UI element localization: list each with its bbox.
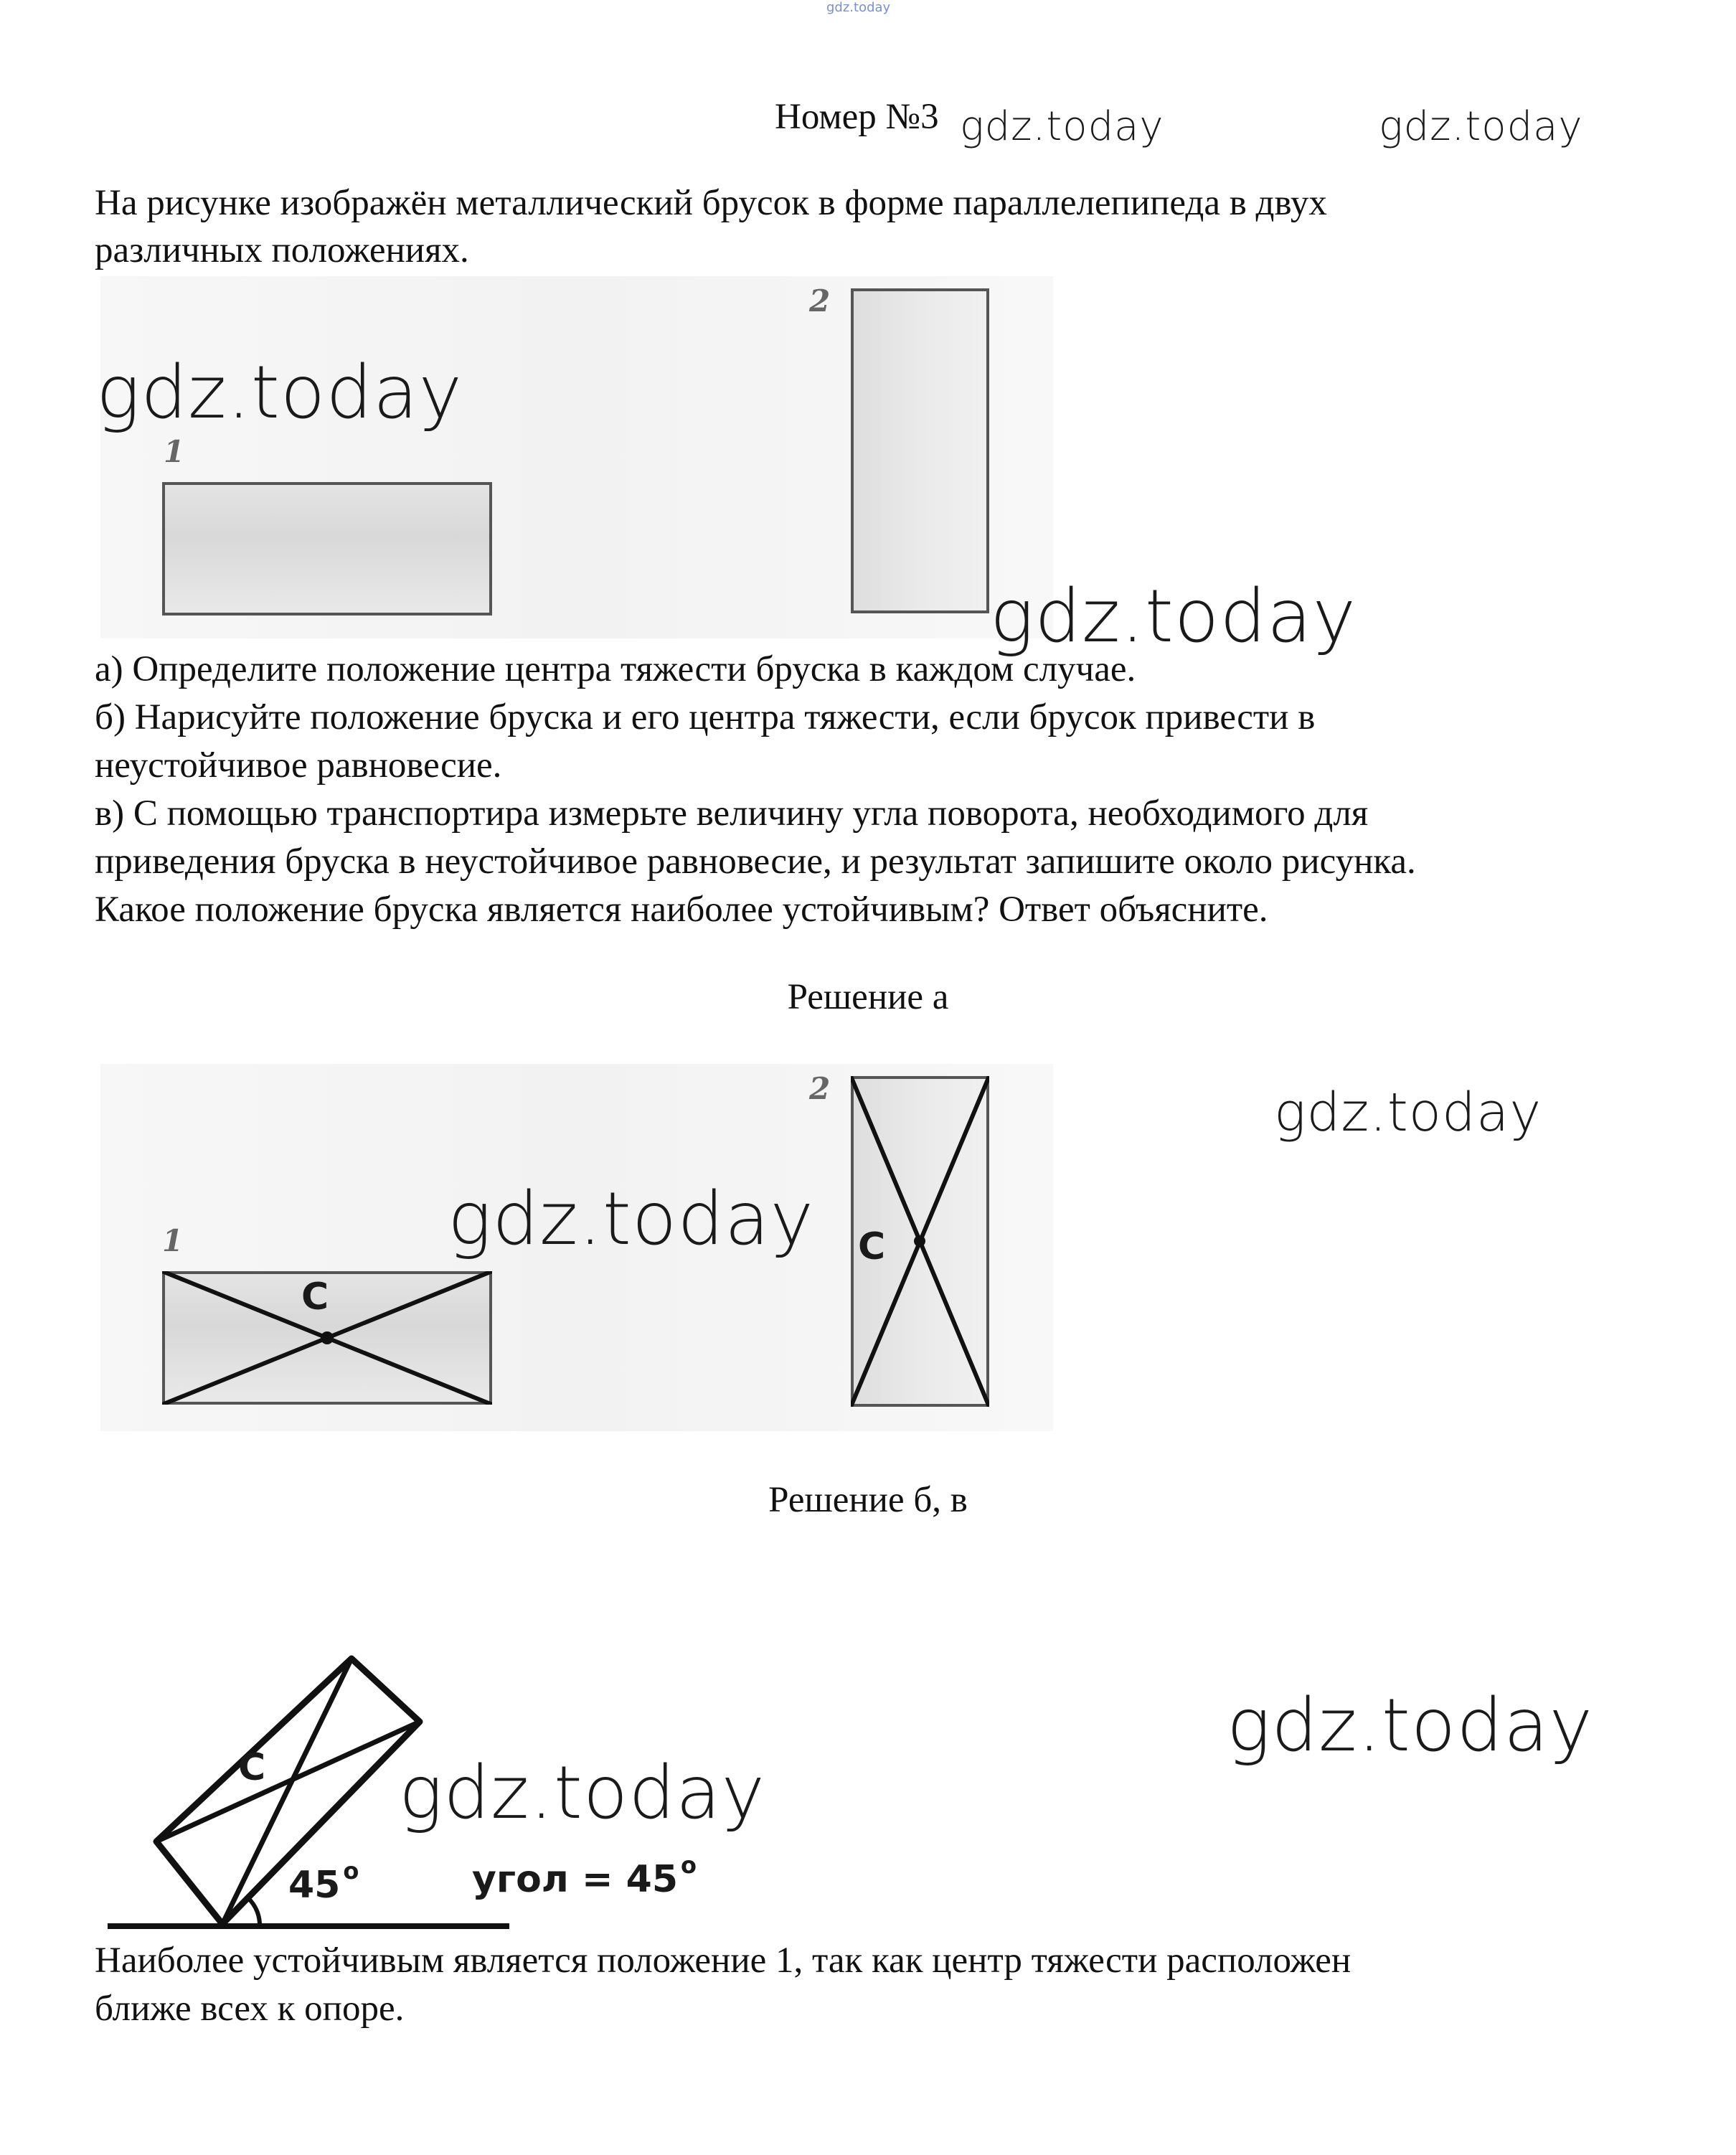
watermark: gdz.today [96,350,463,435]
question-v-line-2: приведения бруска в неустойчивое равновесие, и результат запишите около рисунка. [95,841,1416,882]
tilted-center-label: C [238,1746,266,1789]
watermark: gdz.today [1227,1683,1593,1768]
watermark: gdz.today [448,1176,814,1262]
degree-mark: o [343,1857,359,1885]
solution-a-heading: Решение а [787,977,949,1017]
question-b-line-1: б) Нарисуйте положение бруска и его центра тяжести, если брусок привести в [95,697,1316,737]
watermark: gdz.today [1379,103,1583,150]
bar-position-1 [162,482,492,616]
solution-bv-heading: Решение б, в [768,1480,968,1520]
question-b-line-2: неустойчивое равновесие. [95,745,502,786]
solution-a-label-2: 2 [809,1071,831,1106]
angle-arc [248,1898,260,1926]
angle-value-label [288,1857,359,1907]
page-title: Номер №3 [775,97,939,137]
bar-position-2 [851,288,989,613]
question-v-line-1: в) С помощью транспортира измерьте величину угла поворота, необходимого для [95,793,1369,834]
question-a: а) Определите положение центра тяжести бруска в каждом случае. [95,649,1136,689]
watermark: gdz.today [990,574,1357,659]
center-label-2: C [858,1225,886,1268]
figure-label-1: 1 [164,434,185,469]
solution-a-label-1: 1 [162,1223,184,1258]
caption-degree-mark: o [681,1852,697,1879]
watermark: gdz.today [1274,1082,1542,1143]
question-v-line-3: Какое положение бруска является наиболее устойчивым? Ответ объясните. [95,890,1268,930]
watermark: gdz.today [960,103,1164,150]
tilted-diagonal-2 [156,1722,420,1842]
top-site-mark[interactable]: gdz.today [826,0,891,15]
center-of-gravity-point-1 [321,1331,334,1344]
problem-intro-line-1: На рисунке изображён металлический брусок в форме параллелепипеда в двух [95,183,1327,223]
center-label-1: C [301,1275,329,1319]
problem-intro-line-2: различных положениях. [95,230,469,270]
angle-value: 45 [288,1864,341,1907]
watermark: gdz.today [399,1750,765,1836]
center-of-gravity-point-2 [914,1235,925,1247]
answer-line-1: Наиболее устойчивым является положение 1, так как центр тяжести расположен [95,1941,1351,1981]
figure-label-2: 2 [809,283,831,319]
angle-caption-text: угол = 45 [472,1858,679,1901]
angle-caption [472,1852,697,1901]
answer-line-2: ближе всех к опоре. [95,1989,405,2029]
